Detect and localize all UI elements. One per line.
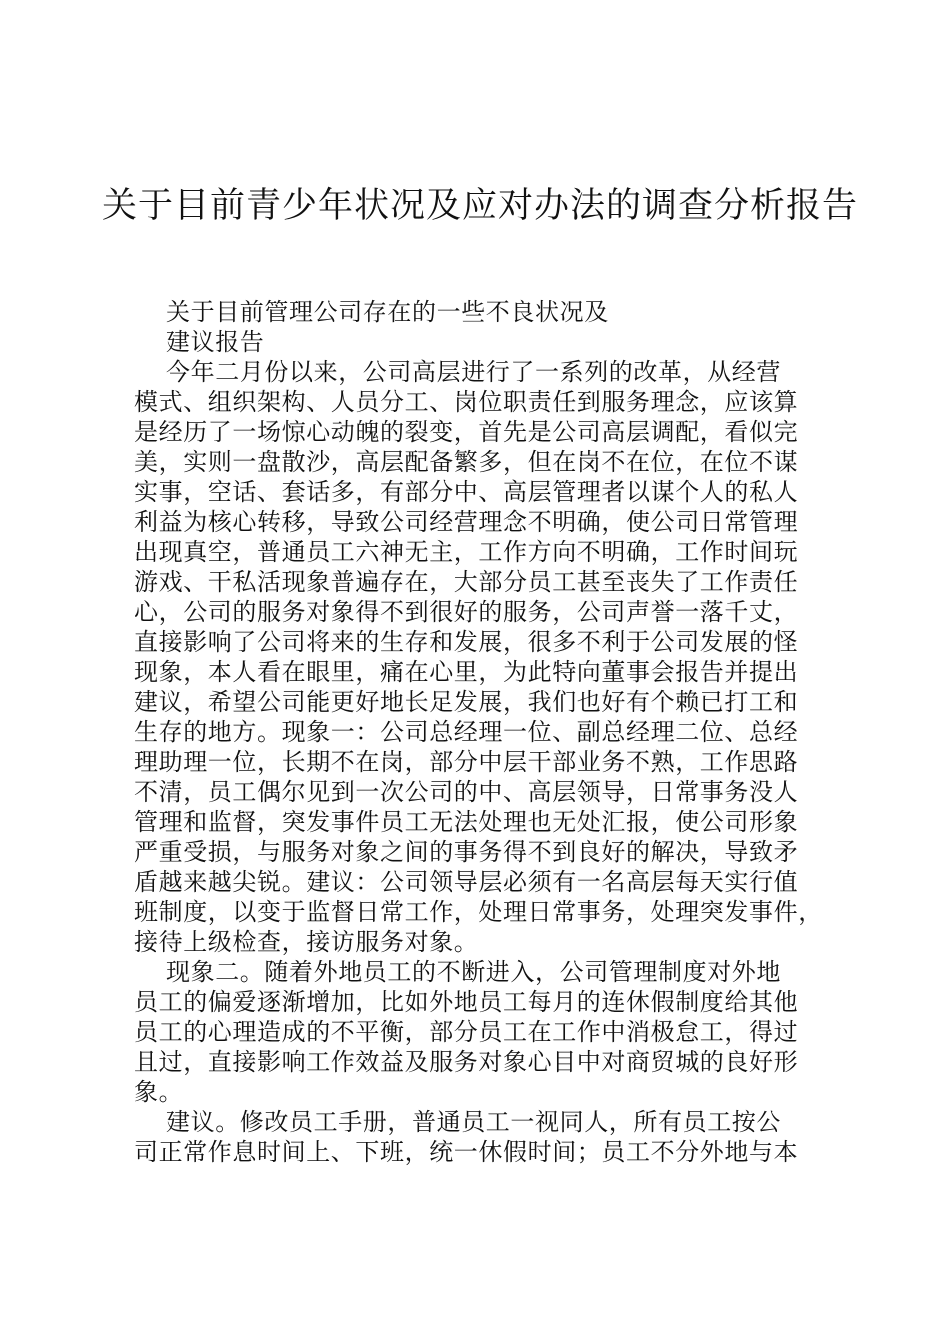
paragraph-line: 理助理一位，长期不在岗，部分中层干部业务不熟，工作思路 [134, 748, 799, 776]
paragraph-line: 实事，空话、套话多，有部分中、高层管理者以谋个人的私人 [134, 478, 799, 506]
paragraph-line: 班制度，以变于监督日常工作，处理日常事务，处理突发事件， [134, 898, 823, 926]
paragraph-line: 关于目前管理公司存在的一些不良状况及 [166, 298, 609, 326]
paragraph-line: 模式、组织架构、人员分工、岗位职责任到服务理念，应该算 [134, 388, 799, 416]
paragraph-line: 象。 [134, 1078, 184, 1106]
paragraph-line: 接待上级检查，接访服务对象。 [134, 928, 479, 956]
paragraph-line: 且过，直接影响工作效益及服务对象心目中对商贸城的良好形 [134, 1048, 799, 1076]
paragraph-line: 利益为核心转移，导致公司经营理念不明确，使公司日常管理 [134, 508, 799, 536]
paragraph-line: 盾越来越尖锐。建议：公司领导层必须有一名高层每天实行值 [134, 868, 799, 896]
paragraph-line: 现象，本人看在眼里，痛在心里，为此特向董事会报告并提出 [134, 658, 799, 686]
paragraph-line: 游戏、干私活现象普遍存在，大部分员工甚至丧失了工作责任 [134, 568, 799, 596]
paragraph-line: 建议。修改员工手册，普通员工一视同人，所有员工按公 [166, 1108, 781, 1136]
paragraph-line: 司正常作息时间上、下班，统一休假时间；员工不分外地与本 [134, 1138, 799, 1166]
paragraph-line: 现象二。随着外地员工的不断进入，公司管理制度对外地 [166, 958, 781, 986]
paragraph-line: 员工的偏爱逐渐增加，比如外地员工每月的连休假制度给其他 [134, 988, 799, 1016]
paragraph-line: 建议，希望公司能更好地长足发展，我们也好有个赖已打工和 [134, 688, 799, 716]
paragraph-line: 是经历了一场惊心动魄的裂变，首先是公司高层调配，看似完 [134, 418, 799, 446]
paragraph-line: 直接影响了公司将来的生存和发展，很多不利于公司发展的怪 [134, 628, 799, 656]
paragraph-line: 心，公司的服务对象得不到很好的服务，公司声誉一落千丈， [134, 598, 799, 626]
paragraph-line: 员工的心理造成的不平衡，部分员工在工作中消极怠工，得过 [134, 1018, 799, 1046]
paragraph-line: 不清，员工偶尔见到一次公司的中、高层领导，日常事务没人 [134, 778, 799, 806]
paragraph-line: 管理和监督，突发事件员工无法处理也无处汇报，使公司形象 [134, 808, 799, 836]
paragraph-line: 今年二月份以来，公司高层进行了一系列的改革，从经营 [166, 358, 781, 386]
paragraph-line: 美，实则一盘散沙，高层配备繁多，但在岗不在位，在位不谋 [134, 448, 799, 476]
paragraph-line: 严重受损，与服务对象之间的事务得不到良好的解决，导致矛 [134, 838, 799, 866]
paragraph-line: 生存的地方。现象一：公司总经理一位、副总经理二位、总经 [134, 718, 799, 746]
document-title: 关于目前青少年状况及应对办法的调查分析报告 [101, 186, 858, 226]
paragraph-line: 建议报告 [166, 328, 265, 356]
paragraph-line: 出现真空，普通员工六神无主，工作方向不明确，工作时间玩 [134, 538, 799, 566]
